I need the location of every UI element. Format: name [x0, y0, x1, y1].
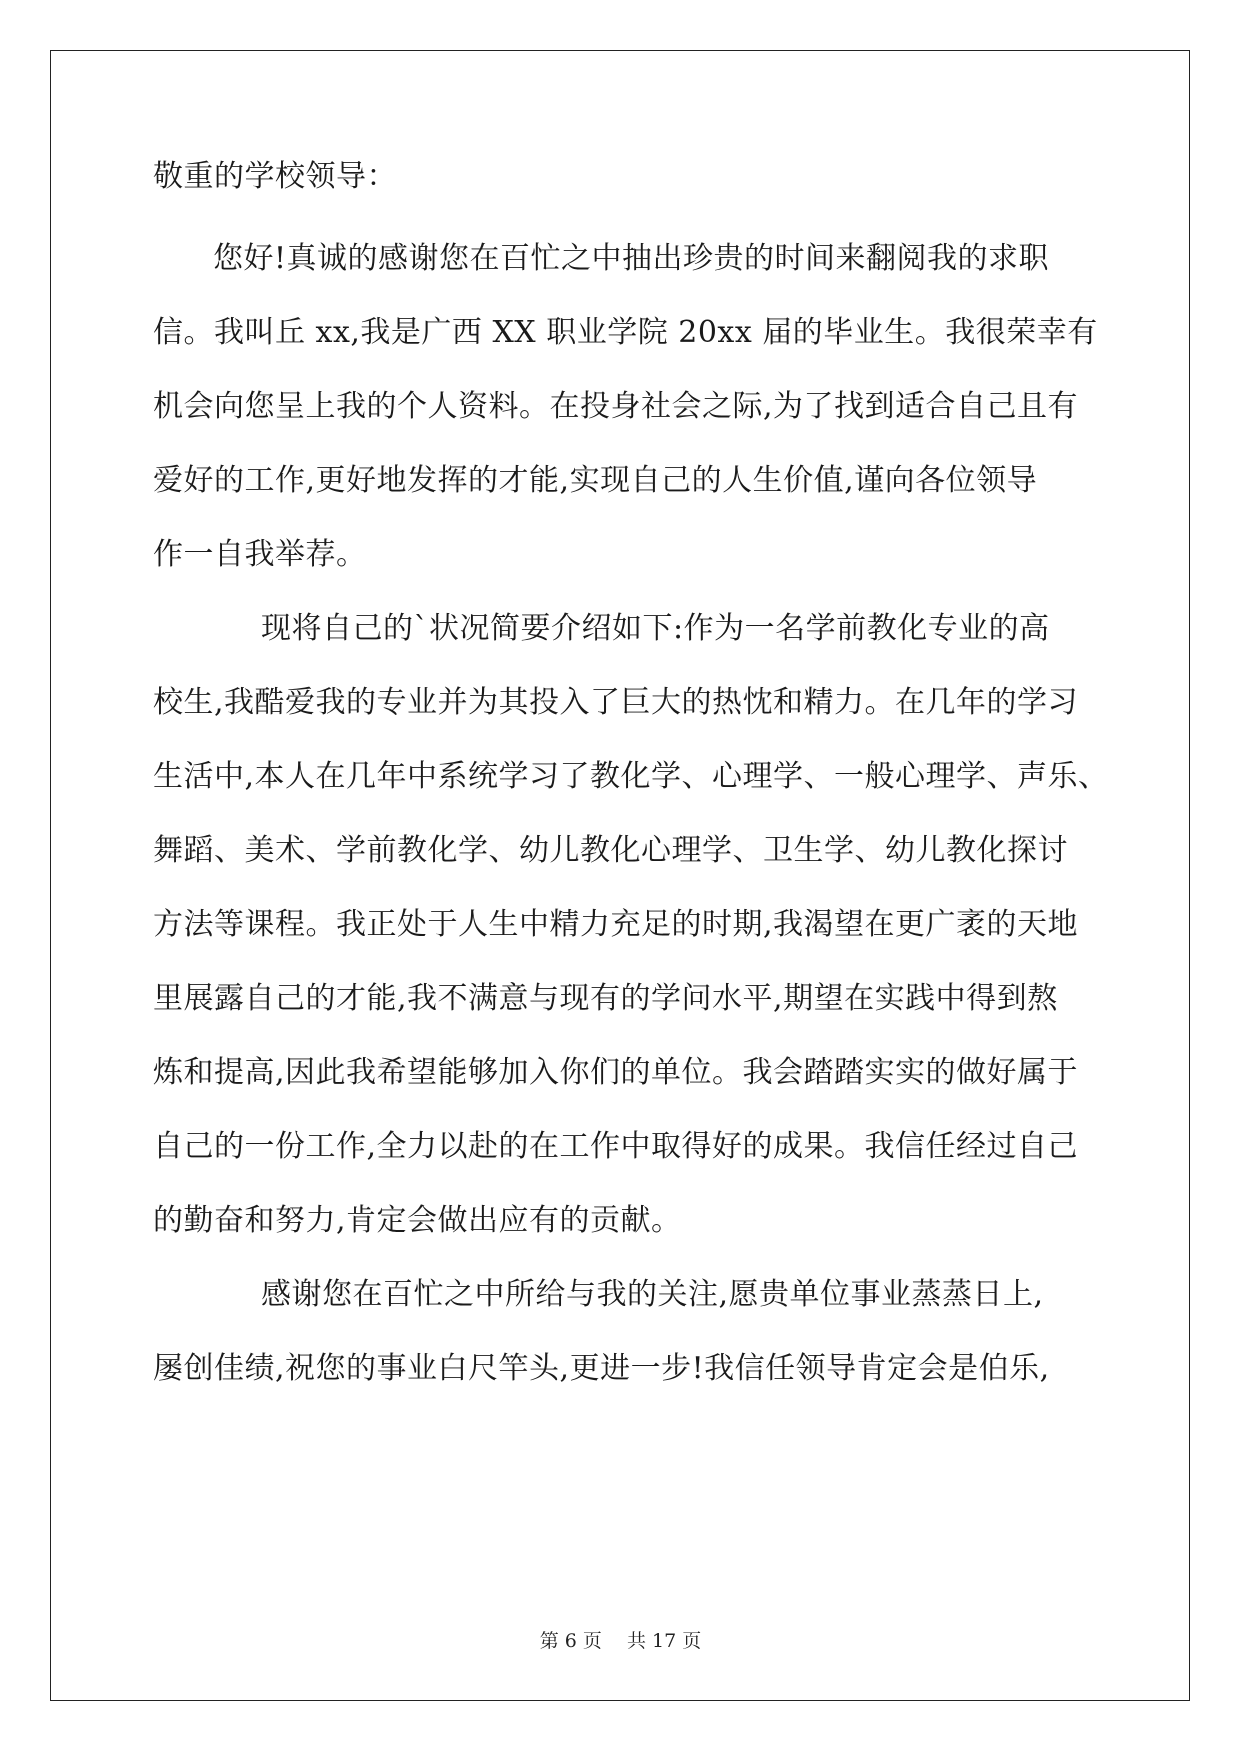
paragraph-line: 方法等课程。我正处于人生中精力充足的时期,我渴望在更广袤的天地 — [153, 907, 1079, 942]
paragraph-line: 自己的一份工作,全力以赴的在工作中取得好的成果。我信任经过自己 — [153, 1129, 1079, 1164]
paragraph-line: 生活中,本人在几年中系统学习了教化学、心理学、一般心理学、声乐、 — [153, 759, 1109, 794]
paragraph-line: 舞蹈、美术、学前教化学、幼儿教化心理学、卫生学、幼儿教化探讨 — [153, 833, 1068, 868]
paragraph-line: 信。我叫丘 xx,我是广西 XX 职业学院 20xx 届的毕业生。我很荣幸有 — [153, 315, 1098, 350]
paragraph-line: 机会向您呈上我的个人资料。在投身社会之际,为了找到适合自己且有 — [153, 389, 1079, 424]
salutation-line: 敬重的学校领导： — [153, 159, 397, 194]
paragraph-line: 的勤奋和努力,肯定会做出应有的贡献。 — [153, 1203, 682, 1238]
paragraph-line: 现将自己的`状况简要介绍如下:作为一名学前教化专业的高 — [261, 611, 1050, 646]
paragraph-line: 里展露自己的才能,我不满意与现有的学问水平,期望在实践中得到熬 — [153, 981, 1058, 1016]
page-number-label: 第 6 页 共 17 页 — [539, 1630, 702, 1652]
paragraph-line: 炼和提高,因此我希望能够加入你们的单位。我会踏踏实实的做好属于 — [153, 1055, 1079, 1090]
paragraph-line: 校生,我酷爱我的专业并为其投入了巨大的热忱和精力。在几年的学习 — [153, 685, 1079, 720]
paragraph-line: 您好!真诚的感谢您在百忙之中抽出珍贵的时间来翻阅我的求职 — [213, 241, 1050, 276]
paragraph-line: 屡创佳绩,祝您的事业白尺竿头,更进一步!我信任领导肯定会是伯乐, — [153, 1351, 1050, 1386]
page-number — [0, 1629, 1241, 1653]
paragraph-line: 作一自我举荐。 — [153, 537, 367, 572]
paragraph-line: 感谢您在百忙之中所给与我的关注,愿贵单位事业蒸蒸日上, — [261, 1277, 1044, 1312]
paragraph-line: 爱好的工作,更好地发挥的才能,实现自己的人生价值,谨向各位领导 — [153, 463, 1038, 498]
page-border — [50, 50, 1190, 1701]
